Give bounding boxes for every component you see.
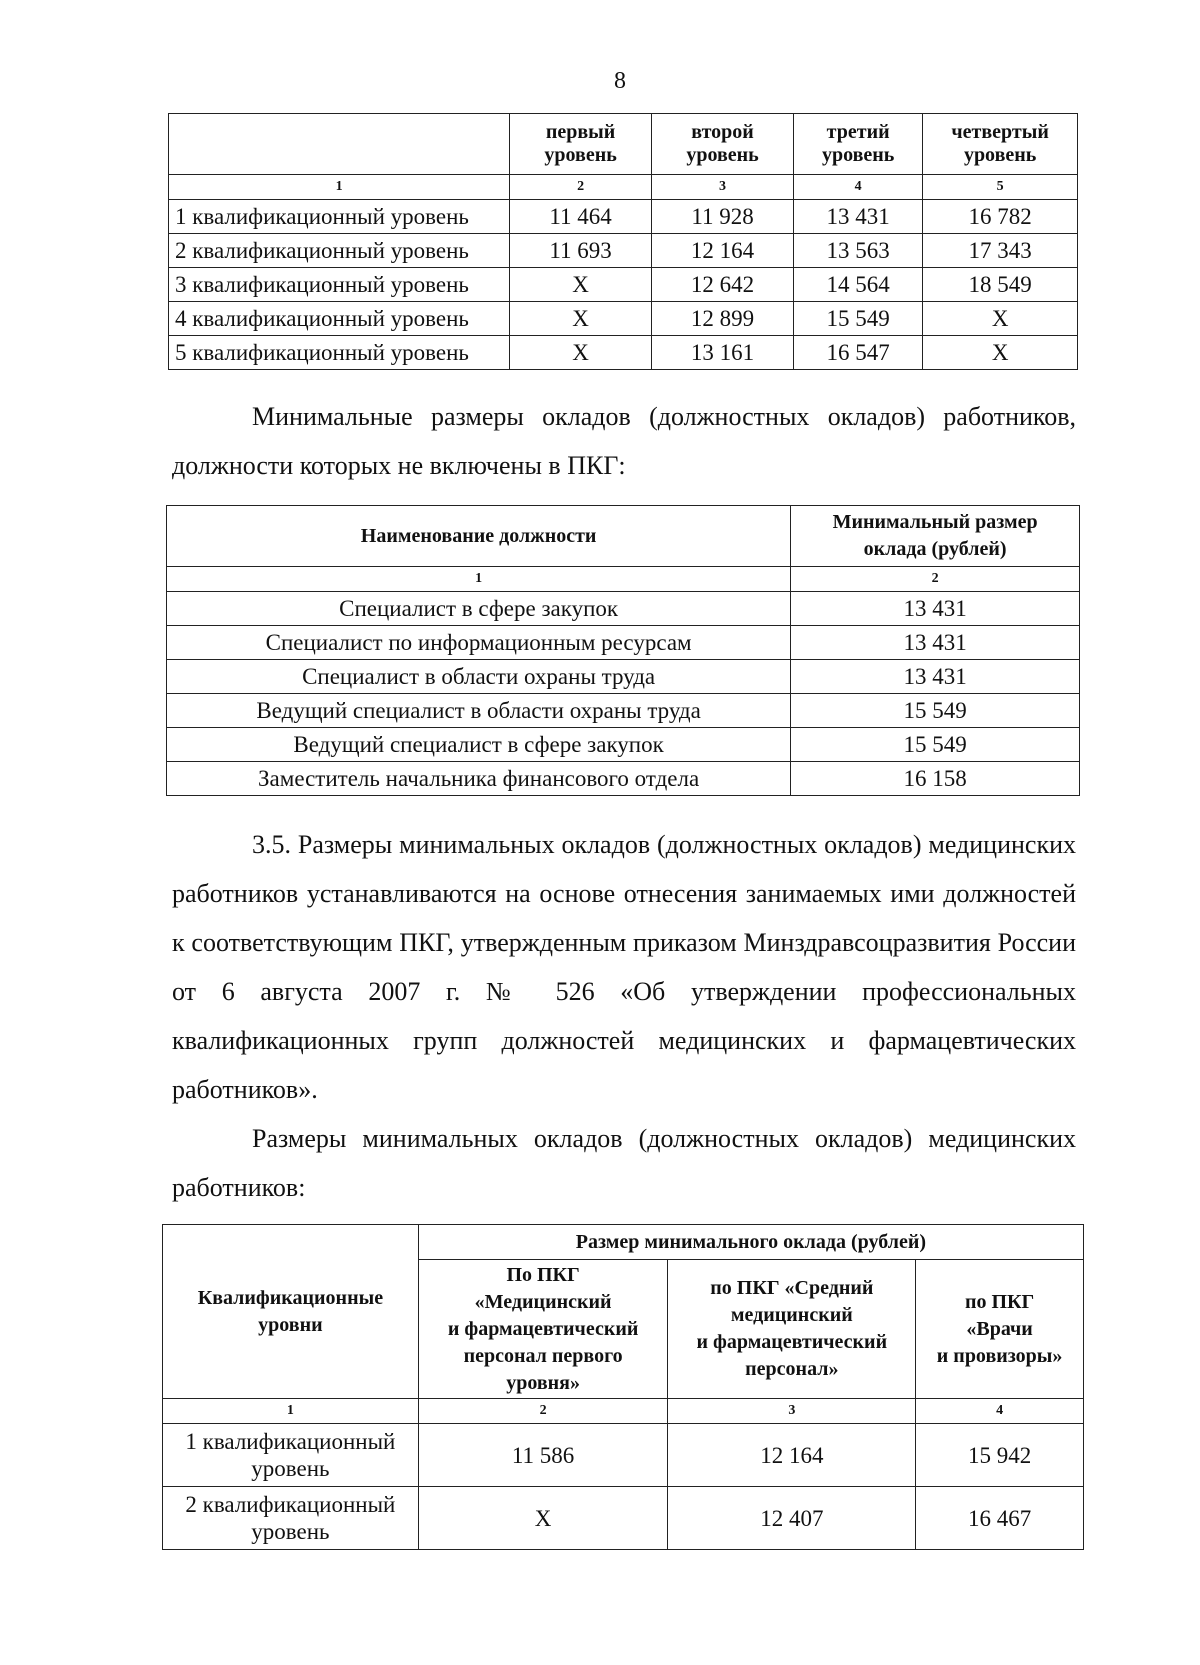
table-cell: Х bbox=[418, 1487, 668, 1550]
position-name: Специалист в области охраны труда bbox=[167, 660, 791, 694]
table-cell: Х bbox=[923, 336, 1078, 370]
column-number-row bbox=[167, 567, 1080, 592]
column-number: 3 bbox=[652, 175, 794, 200]
paragraph-3-5: 3.5. Размеры минимальных окладов (должностных окладов) медицинских работников устанавливаются на основе отнесения занимаемых ими должностей к соответствующим ПКГ, утвержденным приказом Минздравсоцразвития России от 6 августа 2007 г. № 526 «Об утверждении профессиональных квалификационных групп должностей медицинских и фармацевтических работников». bbox=[172, 830, 1076, 1104]
column-number: 1 bbox=[169, 175, 510, 200]
table-cell: 15 549 bbox=[794, 302, 923, 336]
table-cell: 11 928 bbox=[652, 200, 794, 234]
table-cell: 11 693 bbox=[510, 234, 652, 268]
table-cell: 13 563 bbox=[794, 234, 923, 268]
table-row bbox=[163, 1424, 1084, 1487]
header-cell: третий уровень bbox=[794, 114, 923, 175]
column-number: 1 bbox=[163, 1399, 419, 1424]
table-cell: 16 547 bbox=[794, 336, 923, 370]
table-row bbox=[169, 200, 1078, 234]
table-cell: 16 782 bbox=[923, 200, 1078, 234]
table-cell: 11 464 bbox=[510, 200, 652, 234]
column-number-row bbox=[163, 1399, 1084, 1424]
non-pkg-positions-table bbox=[166, 505, 1080, 796]
table-cell: 11 586 bbox=[418, 1424, 668, 1487]
header-cell: Наименование должности bbox=[167, 506, 791, 567]
column-number: 4 bbox=[916, 1399, 1084, 1424]
row-label: 4 квалификационный уровень bbox=[169, 302, 510, 336]
row-label: 3 квалификационный уровень bbox=[169, 268, 510, 302]
table-cell: Х bbox=[510, 302, 652, 336]
header-cell: четвертый уровень bbox=[923, 114, 1078, 175]
header-cell: Квалификационные уровни bbox=[163, 1225, 419, 1399]
column-number: 1 bbox=[167, 567, 791, 592]
salary-value: 15 549 bbox=[791, 728, 1080, 762]
table-header-row bbox=[167, 506, 1080, 567]
table-row bbox=[169, 234, 1078, 268]
row-label: 2 квалификационный уровень bbox=[169, 234, 510, 268]
table-cell: Х bbox=[923, 302, 1078, 336]
table-cell: 12 642 bbox=[652, 268, 794, 302]
table-row bbox=[169, 302, 1078, 336]
header-cell: По ПКГ «Медицинский и фармацевтический персонал первого уровня» bbox=[418, 1260, 668, 1399]
header-cell: по ПКГ «Средний медицинский и фармацевтический персонал» bbox=[668, 1260, 916, 1399]
table-header-row bbox=[169, 114, 1078, 175]
salary-value: 13 431 bbox=[791, 660, 1080, 694]
table-cell: 12 164 bbox=[652, 234, 794, 268]
row-label: 1 квалификационный уровень bbox=[169, 200, 510, 234]
table-cell: 16 467 bbox=[916, 1487, 1084, 1550]
header-cell: Минимальный размер оклада (рублей) bbox=[791, 506, 1080, 567]
table-row bbox=[167, 626, 1080, 660]
row-label: 1 квалификационный уровень bbox=[163, 1424, 419, 1487]
table-cell: 12 164 bbox=[668, 1424, 916, 1487]
row-label: 5 квалификационный уровень bbox=[169, 336, 510, 370]
page-number: 8 bbox=[614, 68, 626, 94]
table-cell: 17 343 bbox=[923, 234, 1078, 268]
table-row bbox=[167, 728, 1080, 762]
header-cell: первый уровень bbox=[510, 114, 652, 175]
medical-salaries-table bbox=[162, 1224, 1084, 1550]
table-cell: 12 899 bbox=[652, 302, 794, 336]
salary-value: 15 549 bbox=[791, 694, 1080, 728]
salary-value: 13 431 bbox=[791, 626, 1080, 660]
salary-value: 13 431 bbox=[791, 592, 1080, 626]
column-number: 2 bbox=[791, 567, 1080, 592]
column-number: 3 bbox=[668, 1399, 916, 1424]
header-cell bbox=[169, 114, 510, 175]
table-row bbox=[167, 660, 1080, 694]
header-cell: по ПКГ «Врачи и провизоры» bbox=[916, 1260, 1084, 1399]
table-cell: 12 407 bbox=[668, 1487, 916, 1550]
table-cell: 18 549 bbox=[923, 268, 1078, 302]
table-row bbox=[169, 336, 1078, 370]
table-cell: Х bbox=[510, 336, 652, 370]
paragraph-non-pkg-positions: Минимальные размеры окладов (должностных окладов) работников, должности которых не включены в ПКГ: bbox=[172, 402, 1076, 480]
column-number-row bbox=[169, 175, 1078, 200]
column-number: 4 bbox=[794, 175, 923, 200]
table-row bbox=[167, 694, 1080, 728]
table-row bbox=[167, 592, 1080, 626]
table-header-row bbox=[163, 1225, 1084, 1260]
table-row bbox=[167, 762, 1080, 796]
table-cell: 13 431 bbox=[794, 200, 923, 234]
table-cell: 15 942 bbox=[916, 1424, 1084, 1487]
table-cell: 13 161 bbox=[652, 336, 794, 370]
header-group-cell: Размер минимального оклада (рублей) bbox=[418, 1225, 1083, 1260]
qualification-levels-table bbox=[168, 113, 1078, 370]
position-name: Специалист по информационным ресурсам bbox=[167, 626, 791, 660]
position-name: Ведущий специалист в сфере закупок bbox=[167, 728, 791, 762]
table-cell: Х bbox=[510, 268, 652, 302]
column-number: 2 bbox=[418, 1399, 668, 1424]
position-name: Заместитель начальника финансового отдела bbox=[167, 762, 791, 796]
position-name: Специалист в сфере закупок bbox=[167, 592, 791, 626]
row-label: 2 квалификационный уровень bbox=[163, 1487, 419, 1550]
table-row bbox=[163, 1487, 1084, 1550]
paragraph-medical-salaries: Размеры минимальных окладов (должностных окладов) медицинских работников: bbox=[172, 1124, 1076, 1202]
column-number: 2 bbox=[510, 175, 652, 200]
header-cell: второй уровень bbox=[652, 114, 794, 175]
salary-value: 16 158 bbox=[791, 762, 1080, 796]
table-row bbox=[169, 268, 1078, 302]
table-cell: 14 564 bbox=[794, 268, 923, 302]
position-name: Ведущий специалист в области охраны труда bbox=[167, 694, 791, 728]
column-number: 5 bbox=[923, 175, 1078, 200]
